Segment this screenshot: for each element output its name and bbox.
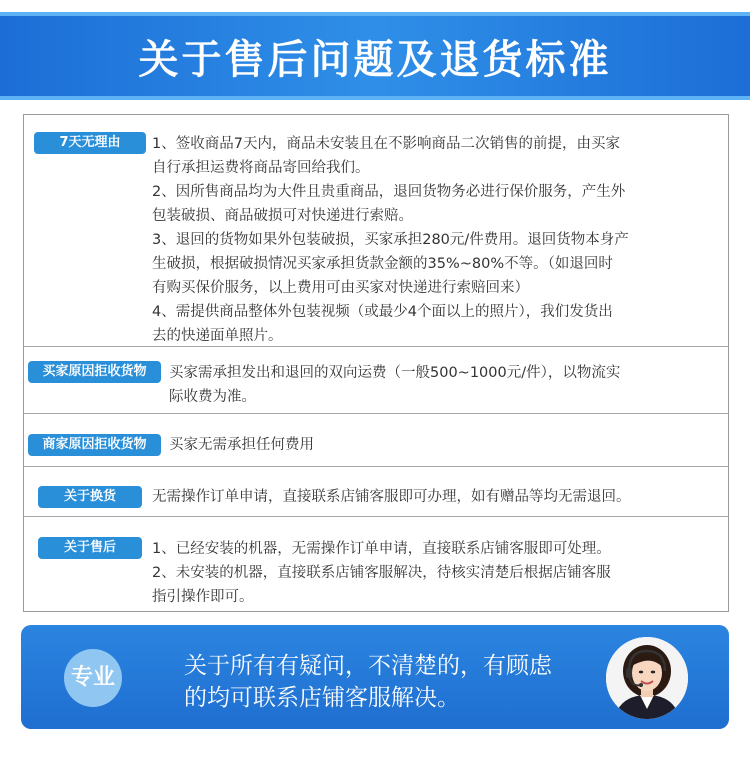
tag-7-day-return: 7天无理由 — [34, 132, 146, 154]
contact-banner — [21, 625, 729, 729]
section-text-line: 1、已经安装的机器，无需操作订单申请，直接联系店铺客服即可处理。 — [152, 541, 611, 557]
section-text-line: 3、退回的货物如果外包装破损，买家承担280元/件费用。退回货物本身产 — [152, 232, 629, 248]
section-text-line: 自行承担运费将商品寄回给我们。 — [152, 160, 370, 176]
section-exchange — [24, 473, 728, 517]
tag-after-sales: 关于售后 — [38, 537, 142, 559]
section-text-line: 2、因所售商品均为大件且贵重商品，退回货物务必进行保价服务，产生外 — [152, 184, 626, 200]
header-banner — [0, 12, 750, 100]
section-buyer-refusal — [24, 353, 728, 414]
section-text-line: 4、需提供商品整体外包装视频（或最少4个面以上的照片），我们发货出 — [152, 304, 613, 320]
page-title: 关于售后问题及退货标准 — [138, 36, 612, 83]
section-text-line: 1、签收商品7天内，商品未安装且在不影响商品二次销售的前提，由买家 — [152, 136, 620, 152]
section-text-line: 买家无需承担任何费用 — [169, 437, 314, 453]
section-text-line: 际收费为准。 — [169, 389, 256, 405]
section-7-day-return — [24, 115, 728, 347]
section-text-line: 生破损，根据破损情况买家承担货款金额的35%~80%不等。（如退回时 — [152, 256, 613, 272]
tag-seller-refusal: 商家原因拒收货物 — [28, 434, 161, 456]
section-text-line: 包装破损、商品破损可对快递进行索赔。 — [152, 208, 413, 224]
section-after-sales — [24, 523, 728, 611]
section-text-line: 2、未安装的机器，直接联系店铺客服解决，待核实清楚后根据店铺客服 — [152, 565, 611, 581]
contact-text-line-2: 的均可联系店铺客服解决。 — [184, 685, 460, 711]
section-text-line: 无需操作订单申请，直接联系店铺客服即可办理，如有赠品等均无需退回。 — [152, 489, 631, 505]
customer-service-avatar — [606, 637, 688, 719]
tag-buyer-refusal: 买家原因拒收货物 — [28, 361, 161, 383]
section-text-line: 去的快递面单照片。 — [152, 328, 283, 344]
professional-badge: 专业 — [64, 649, 122, 707]
contact-text-line-1: 关于所有有疑问，不清楚的，有顾虑 — [184, 653, 552, 679]
headset-agent-icon — [606, 637, 688, 719]
section-seller-refusal — [24, 421, 728, 467]
section-text-line: 买家需承担发出和退回的双向运费（一般500~1000元/件），以物流实 — [169, 365, 621, 381]
tag-exchange: 关于换货 — [38, 486, 142, 508]
section-text-line: 指引操作即可。 — [152, 589, 254, 605]
policy-panel — [23, 114, 729, 612]
section-text-line: 有购买保价服务，以上费用可由买家对快递进行索赔回来） — [152, 280, 529, 296]
